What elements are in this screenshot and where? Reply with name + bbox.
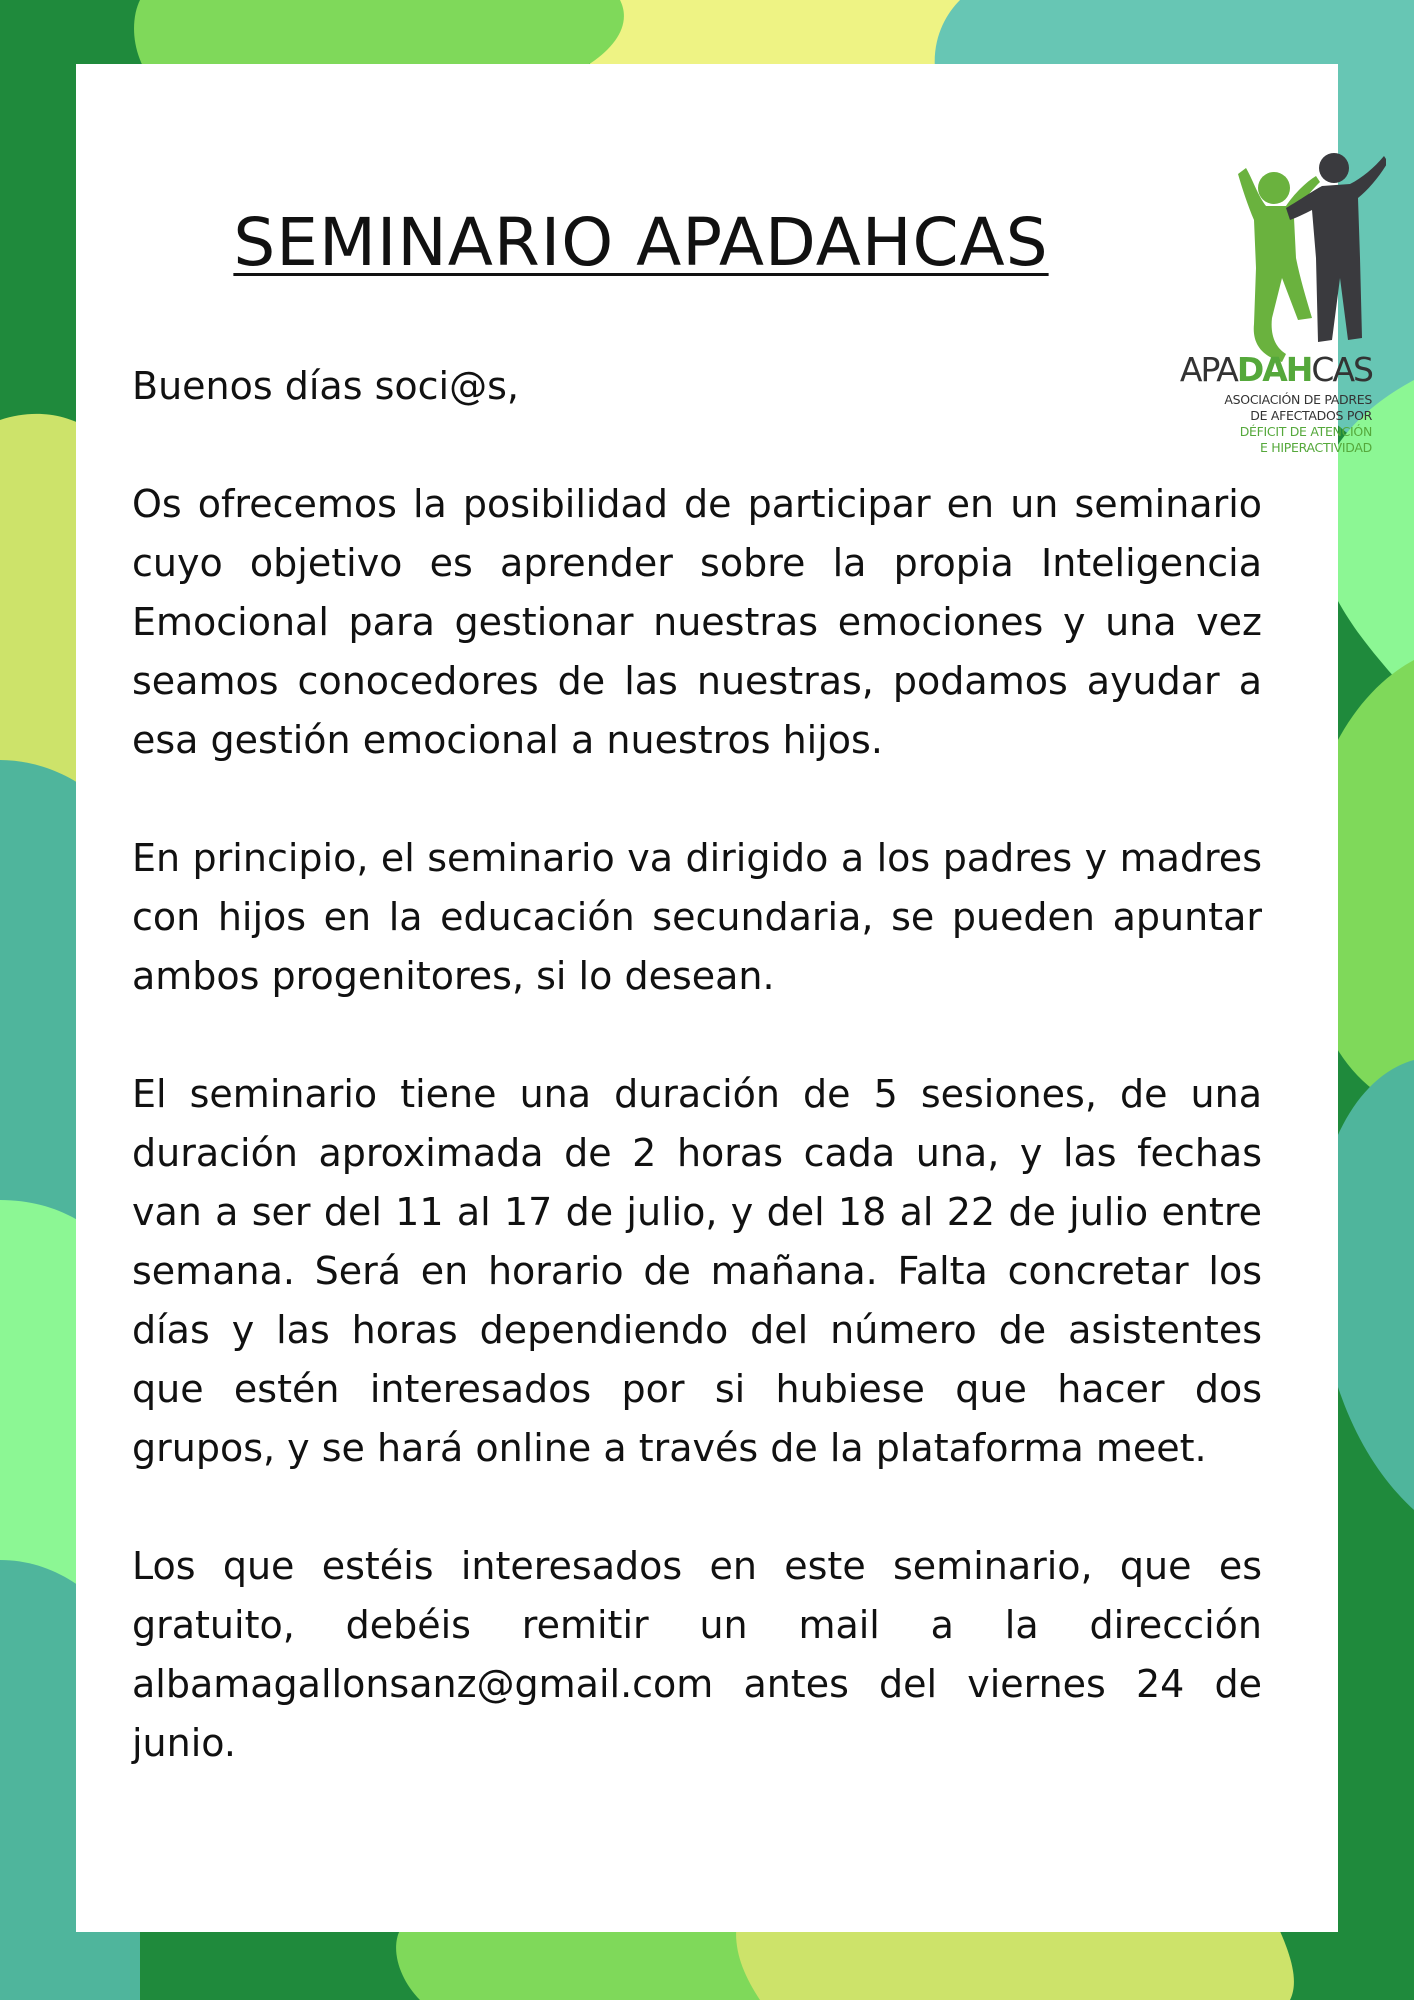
logo-name-part2: DAH [1236, 350, 1312, 389]
logo-sub-line2: DE AFECTADOS POR [1250, 408, 1372, 423]
logo-sub-line1: ASOCIACIÓN DE PADRES [1224, 392, 1372, 407]
page-title: SEMINARIO APADAHCAS [233, 204, 1049, 281]
paragraph-signup: Los que estéis interesados en este seminario, que es gratuito, debéis remitir un mail a la dirección albamagallonsanz@gmail.com antes del viernes 24 de junio. [132, 1544, 1262, 1765]
logo-name-part1: APA [1179, 350, 1237, 389]
logo-name-part3: CAS [1311, 350, 1372, 389]
paragraph-intro: Os ofrecemos la posibilidad de participar en un seminario cuyo objetivo es aprender sobre la propia Inteligencia Emocional para gestionar nuestras emociones y una vez seamos conocedores de las nuestras, podamos ayudar a esa gestión emocional a nuestros hijos. [132, 482, 1262, 762]
logo-sub-line4: E HIPERACTIVIDAD [1260, 440, 1372, 455]
greeting: Buenos días soci@s, [132, 364, 519, 408]
logo-sub-line3: DÉFICIT DE ATENCIÓN [1239, 424, 1372, 439]
paragraph-audience: En principio, el seminario va dirigido a los padres y madres con hijos en la educación secundaria, se pueden apuntar ambos progenitores, si lo desean. [132, 836, 1262, 998]
paragraph-schedule: El seminario tiene una duración de 5 sesiones, de una duración aproximada de 2 horas cada una, y las fechas van a ser del 11 al 17 de julio, y del 18 al 22 de julio entre semana. Será en horario de mañana. Falta concretar los días y las horas dependiendo del número de asistentes que estén interesados por si hubiese que hacer dos grupos, y se hará online a través de la plataforma meet. [132, 1072, 1262, 1470]
letter-body [132, 357, 1262, 1832]
